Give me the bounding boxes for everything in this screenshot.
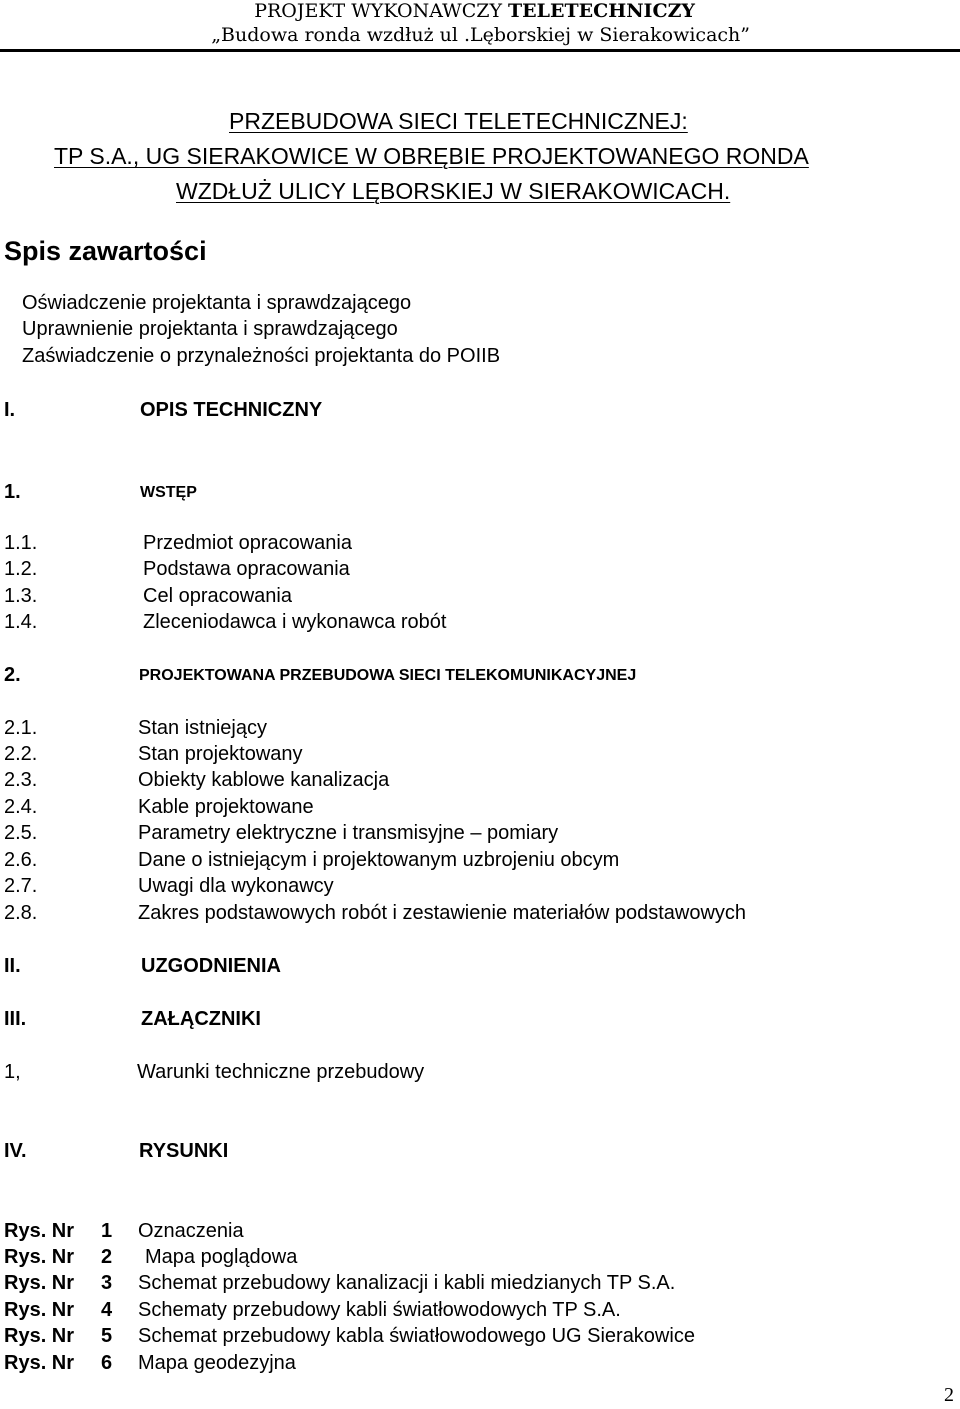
toc-item-number: 2.8. [4, 902, 38, 924]
toc-item-label: Dane o istniejącym i projektowanym uzbrojeniu obcym [138, 849, 620, 871]
part-3-title: ZAŁĄCZNIKI [141, 1008, 261, 1030]
toc-item-label: Parametry elektryczne i transmisyjne – pomiary [138, 822, 559, 844]
title-line-1: PRZEBUDOWA SIECI TELETECHNICZNEJ: [229, 108, 688, 134]
part-2-title: UZGODNIENIA [141, 955, 281, 977]
drawing-number: 2 [101, 1246, 113, 1268]
header-rule [0, 49, 960, 52]
drawing-number: 6 [101, 1352, 113, 1374]
header-project-name: „Budowa ronda wzdłuż ul .Lęborskiej w Sierakowicach” [211, 24, 750, 46]
toc-item-label: Zakres podstawowych robót i zestawienie materiałów podstawowych [138, 902, 747, 924]
drawing-prefix: Rys. Nr [4, 1272, 75, 1294]
attachment-label: Warunki techniczne przebudowy [137, 1061, 425, 1083]
toc-item-number: 1.3. [4, 585, 38, 607]
toc-item-label: Przedmiot opracowania [143, 532, 352, 554]
drawing-prefix: Rys. Nr [4, 1325, 75, 1347]
intro-item: Oświadczenie projektanta i sprawdzającego [22, 292, 412, 314]
toc-item-label: Cel opracowania [143, 585, 292, 607]
section-1-title: WSTĘP [140, 484, 197, 501]
title-line-3: WZDŁUŻ ULICY LĘBORSKIEJ W SIERAKOWICACH. [176, 178, 731, 204]
toc-item-label: Uwagi dla wykonawcy [138, 875, 334, 897]
section-1-number: 1. [4, 481, 21, 503]
toc-item-label: Obiekty kablowe kanalizacja [138, 769, 390, 791]
title-line-2: TP S.A., UG SIERAKOWICE W OBRĘBIE PROJEKTOWANEGO RONDA [54, 143, 809, 169]
toc-item-label: Zleceniodawca i wykonawca robót [143, 611, 447, 633]
toc-item-number: 1.2. [4, 558, 38, 580]
section-2-title: PROJEKTOWANA PRZEBUDOWA SIECI TELEKOMUNIKACYJNEJ [139, 667, 637, 684]
drawing-prefix: Rys. Nr [4, 1246, 75, 1268]
intro-item: Uprawnienie projektanta i sprawdzającego [22, 318, 398, 340]
drawing-label: Schemat przebudowy kanalizacji i kabli miedzianych TP S.A. [138, 1272, 676, 1294]
page-number: 2 [944, 1384, 954, 1406]
toc-item-number: 2.4. [4, 796, 38, 818]
toc-item-label: Podstawa opracowania [143, 558, 350, 580]
header-project-type: PROJEKT WYKONAWCZY TELETECHNICZY [254, 0, 695, 22]
drawing-number: 5 [101, 1325, 113, 1347]
toc-item-label: Kable projektowane [138, 796, 314, 818]
drawing-label: Mapa poglądowa [145, 1246, 298, 1268]
toc-item-number: 2.1. [4, 717, 38, 739]
toc-item-number: 2.6. [4, 849, 38, 871]
running-header [0, 0, 960, 52]
toc-item-label: Stan projektowany [138, 743, 303, 765]
part-4-number: IV. [4, 1140, 27, 1162]
attachment-number: 1, [4, 1061, 21, 1083]
toc-heading: Spis zawartości [4, 236, 207, 266]
drawing-prefix: Rys. Nr [4, 1220, 75, 1242]
toc-item-number: 1.4. [4, 611, 38, 633]
drawing-prefix: Rys. Nr [4, 1299, 75, 1321]
part-1-number: I. [4, 399, 16, 421]
part-3-number: III. [4, 1008, 27, 1030]
drawing-prefix: Rys. Nr [4, 1352, 75, 1374]
toc-item-number: 2.5. [4, 822, 38, 844]
drawing-number: 1 [101, 1220, 113, 1242]
drawing-label: Schemat przebudowy kabla światłowodowego UG Sierakowice [138, 1325, 695, 1347]
drawing-label: Schematy przebudowy kabli światłowodowych TP S.A. [138, 1299, 621, 1321]
section-2-number: 2. [4, 664, 21, 686]
drawing-label: Oznaczenia [138, 1220, 244, 1242]
toc-item-label: Stan istniejący [138, 717, 267, 739]
toc-item-number: 2.3. [4, 769, 38, 791]
drawing-number: 3 [101, 1272, 113, 1294]
drawing-label: Mapa geodezyjna [138, 1352, 296, 1374]
drawing-number: 4 [101, 1299, 113, 1321]
toc-item-number: 2.7. [4, 875, 38, 897]
part-2-number: II. [4, 955, 21, 977]
toc-item-number: 1.1. [4, 532, 38, 554]
intro-item: Zaświadczenie o przynależności projektanta do POIIB [22, 345, 501, 367]
toc-item-number: 2.2. [4, 743, 38, 765]
part-1-title: OPIS TECHNICZNY [140, 399, 323, 421]
part-4-title: RYSUNKI [139, 1140, 229, 1162]
